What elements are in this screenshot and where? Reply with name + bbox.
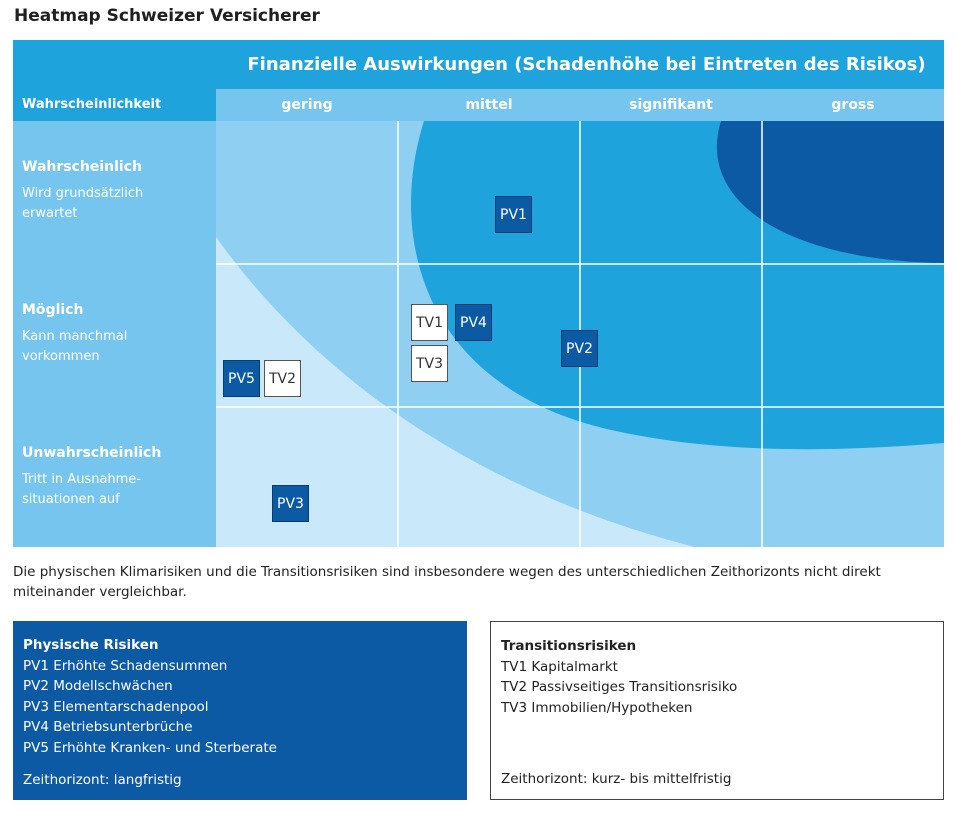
legend-physical-risks <box>13 621 467 800</box>
legend-item: PV2 Modellschwächen <box>23 678 173 695</box>
legend-item: PV3 Elementarschadenpool <box>23 698 209 715</box>
row-title: Wahrscheinlich <box>22 159 142 175</box>
marker-pv1: PV1 <box>495 196 532 233</box>
legend-transition-risks <box>490 621 944 800</box>
column-label-gross: gross <box>762 89 944 121</box>
marker-pv2: PV2 <box>561 330 598 367</box>
legend-item: PV4 Betriebsunterbrüche <box>23 719 193 736</box>
comparability-note: Die physischen Klimarisiken und die Transitionsrisiken sind insbesondere wegen des unterschiedlichen Zeithorizonts nicht direkt miteinander vergleichbar. <box>13 564 881 600</box>
row-label-unwahrscheinlich <box>13 407 216 547</box>
legend-horizon: Zeithorizont: langfristig <box>23 772 182 789</box>
marker-pv5: PV5 <box>223 360 260 397</box>
marker-tv2: TV2 <box>264 360 301 397</box>
probability-axis-title: Wahrscheinlichkeit <box>13 89 216 121</box>
legend-item: PV5 Erhöhte Kranken- und Sterberate <box>23 739 277 756</box>
page-title: Heatmap Schweizer Versicherer <box>14 6 320 26</box>
heatmap-header <box>13 40 944 89</box>
legend-item: PV1 Erhöhte Schadensummen <box>23 657 228 674</box>
column-header-row <box>13 89 944 121</box>
marker-pv3: PV3 <box>272 485 309 522</box>
legend-item: TV1 Kapitalmarkt <box>501 658 618 675</box>
column-label-mittel: mittel <box>398 89 580 121</box>
marker-tv3: TV3 <box>411 345 448 382</box>
column-label-gering: gering <box>216 89 398 121</box>
legend-item: TV2 Passivseitiges Transitionsrisiko <box>501 679 738 696</box>
legend-title: Transitionsrisiken <box>501 638 637 654</box>
row-title: Möglich <box>22 302 84 318</box>
row-label-wahrscheinlich <box>13 121 216 264</box>
marker-tv1: TV1 <box>411 304 448 341</box>
row-subtitle: Kann manchmal vorkommen <box>22 329 128 364</box>
impact-axis-title: Finanzielle Auswirkungen (Schadenhöhe bei Eintreten des Risikos) <box>247 54 926 75</box>
legend-item: TV3 Immobilien/Hypotheken <box>501 699 693 716</box>
marker-pv4: PV4 <box>455 304 492 341</box>
legend-horizon: Zeithorizont: kurz- bis mittelfristig <box>501 771 732 788</box>
row-subtitle: Wird grundsätzlich erwartet <box>22 186 144 221</box>
row-label-moeglich <box>13 264 216 407</box>
row-subtitle: Tritt in Ausnahme-situationen auf <box>22 472 141 507</box>
legend-title: Physische Risiken <box>23 637 159 653</box>
column-label-signifikant: signifikant <box>580 89 762 121</box>
row-title: Unwahrscheinlich <box>22 445 162 461</box>
